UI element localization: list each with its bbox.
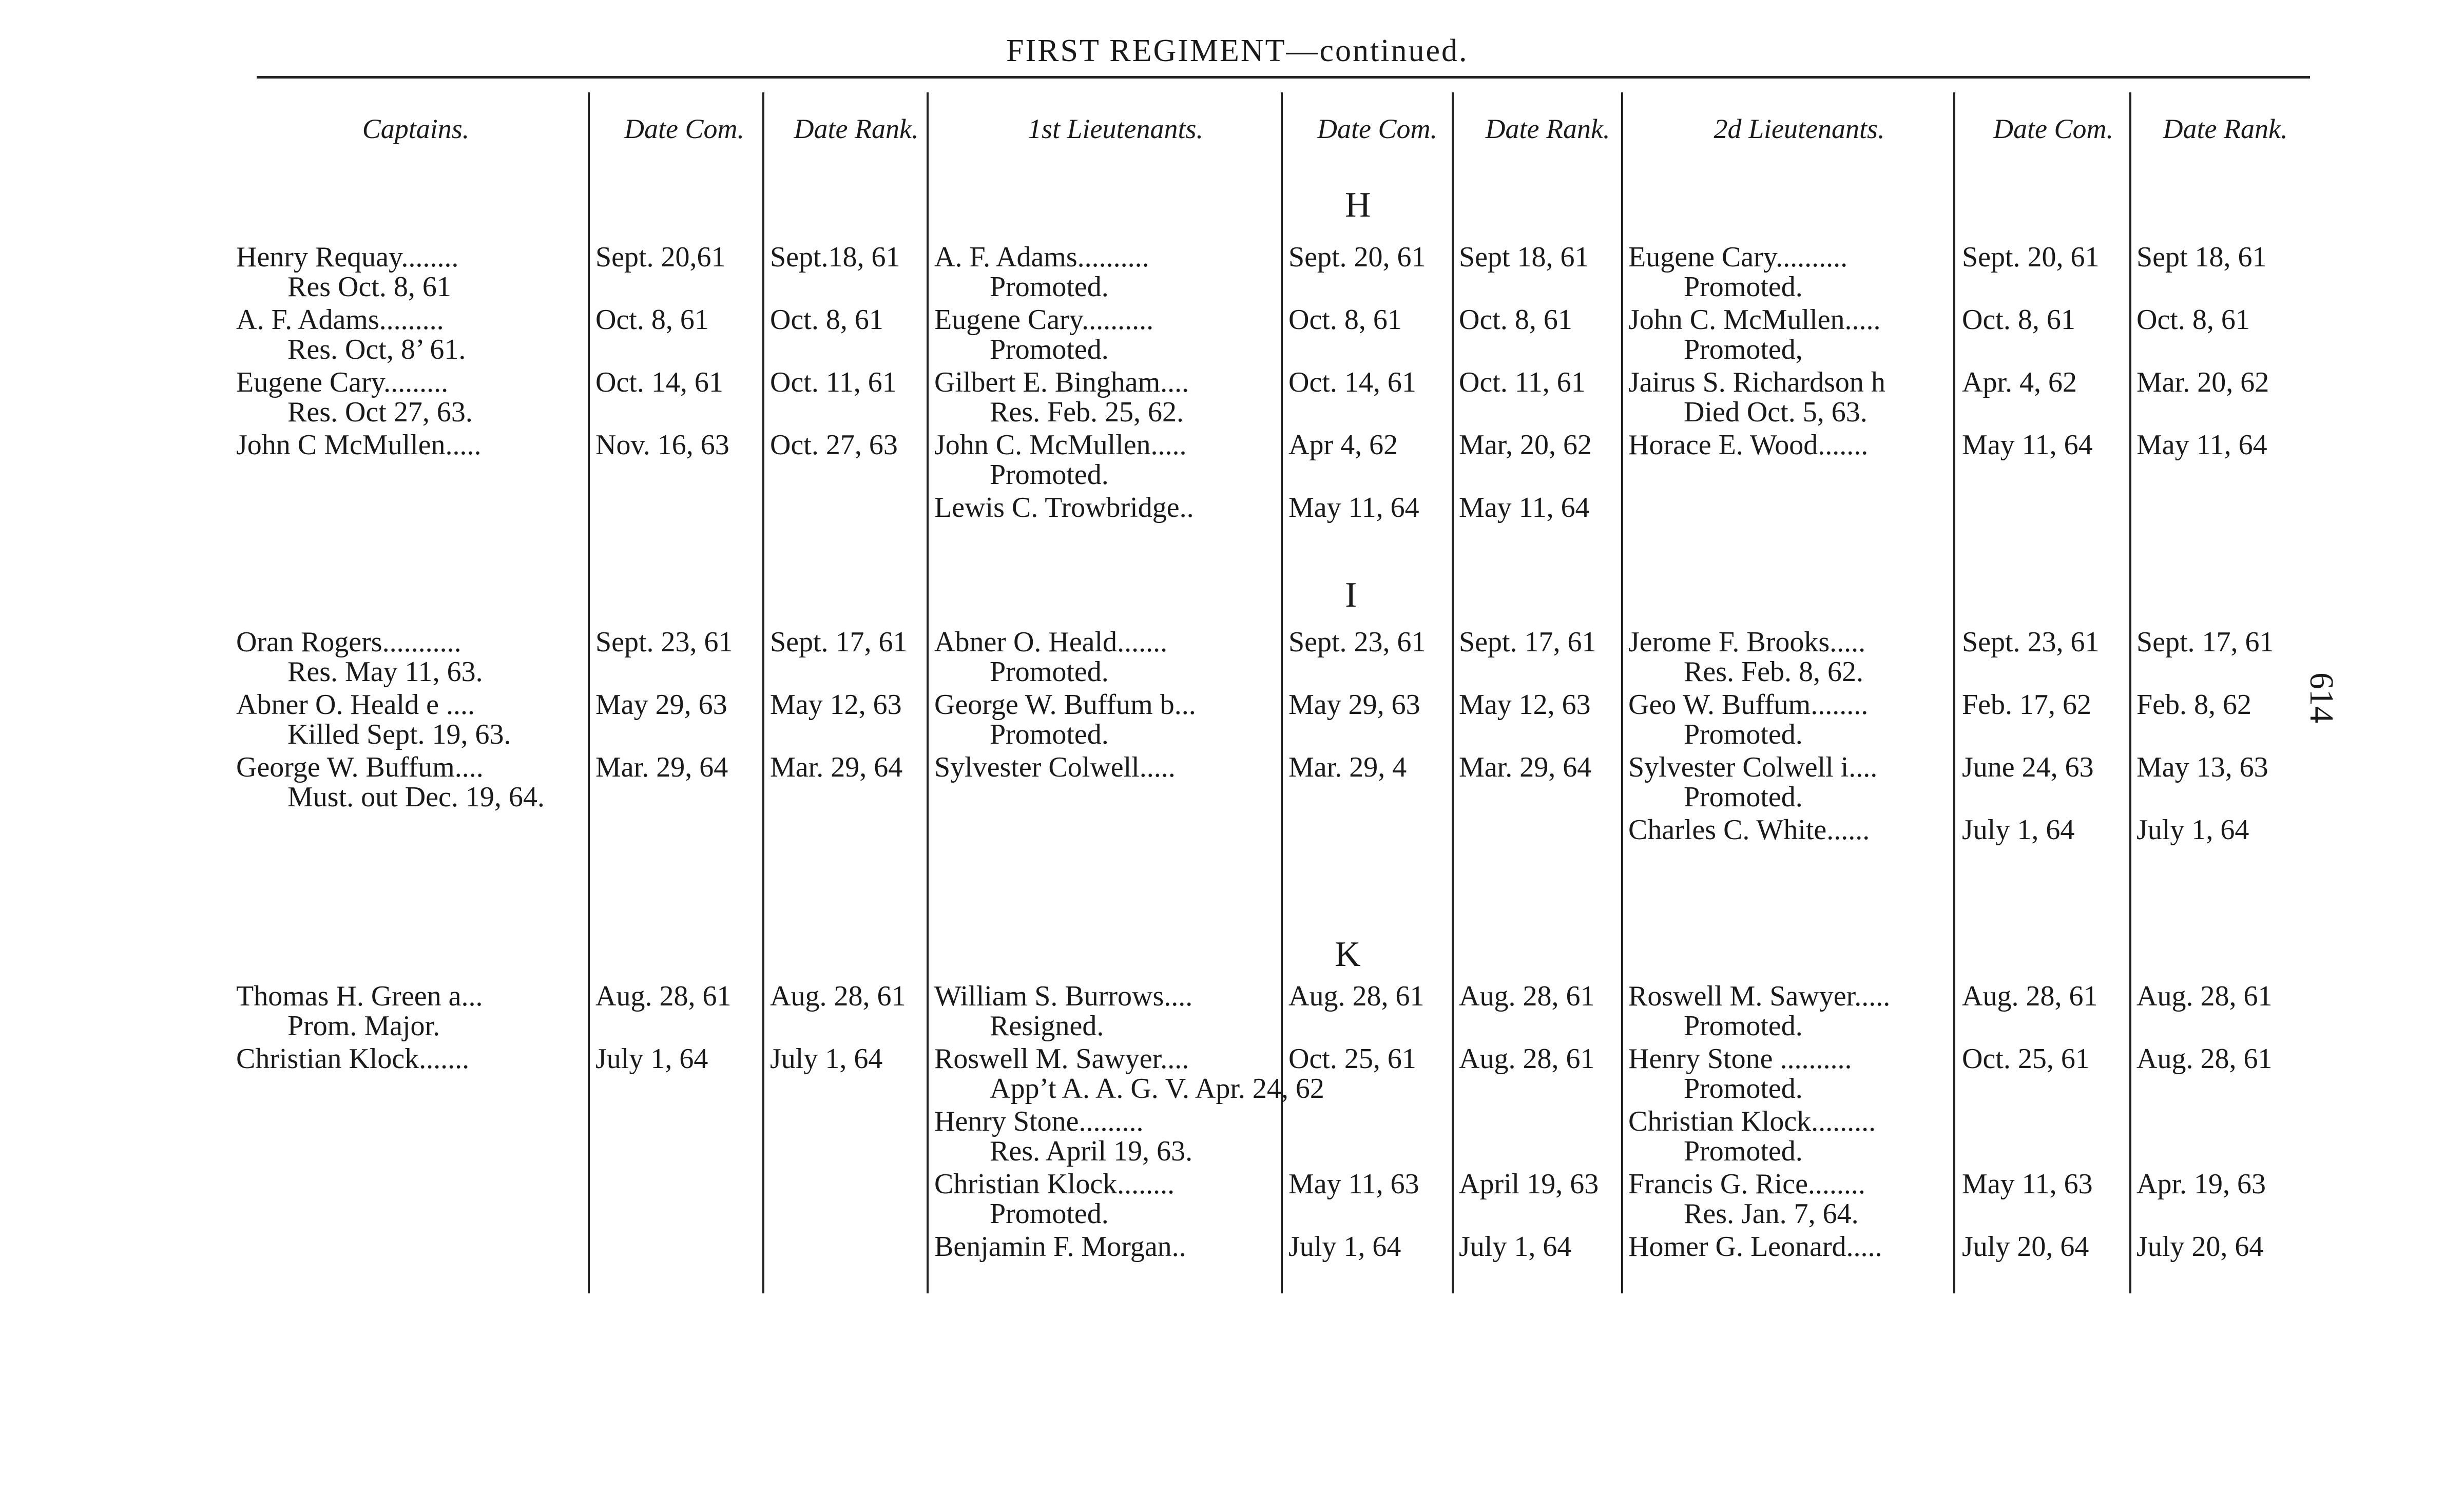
first-name: George W. Buffum b... <box>934 689 1196 721</box>
date-cell: Aug. 28, 61 <box>1288 980 1424 1012</box>
date-cell: Sept. 17, 61 <box>1459 626 1596 658</box>
date-cell: July 1, 64 <box>2136 814 2249 846</box>
second-name: John C. McMullen..... <box>1628 304 1881 336</box>
first-note: Promoted. <box>990 656 1109 688</box>
date-cell: Aug. 28, 61 <box>2136 1043 2273 1075</box>
date-cell: Nov. 16, 63 <box>595 429 729 461</box>
date-cell: Oct. 8, 61 <box>1962 304 2075 336</box>
date-cell: Sept. 20, 61 <box>1288 241 1426 273</box>
column-header: Date Com. <box>1317 113 1437 144</box>
date-cell: July 20, 64 <box>1962 1231 2089 1263</box>
captains-name: Christian Klock....... <box>236 1043 470 1075</box>
date-cell: May 11, 64 <box>2136 429 2267 461</box>
date-cell: Sept. 20,61 <box>595 241 726 273</box>
first-note: Promoted. <box>990 271 1109 303</box>
first-note: Promoted. <box>990 1198 1109 1230</box>
date-cell: Oct. 25, 61 <box>1288 1043 1416 1075</box>
date-cell: Oct. 8, 61 <box>1288 304 1402 336</box>
page-number: 614 <box>2303 672 2340 723</box>
captains-name: George W. Buffum.... <box>236 751 484 783</box>
date-cell: Apr 4, 62 <box>1288 429 1398 461</box>
second-name: Roswell M. Sawyer..... <box>1628 980 1891 1012</box>
date-cell: May 11, 63 <box>1962 1168 2093 1200</box>
column-divider <box>1621 92 1623 1293</box>
date-cell: July 20, 64 <box>2136 1231 2264 1263</box>
date-cell: Sept 18, 61 <box>1459 241 1589 273</box>
second-name: Homer G. Leonard..... <box>1628 1231 1882 1263</box>
captains-note: Prom. Major. <box>287 1010 440 1042</box>
second-note: Res. Jan. 7, 64. <box>1684 1198 1859 1230</box>
second-note: Promoted. <box>1684 1073 1803 1105</box>
date-cell: Oct. 14, 61 <box>595 366 723 398</box>
column-divider <box>927 92 929 1293</box>
first-note: Res. April 19, 63. <box>990 1135 1193 1167</box>
captains-note: Res. May 11, 63. <box>287 656 483 688</box>
first-name: Henry Stone......... <box>934 1106 1144 1137</box>
column-header: Captains. <box>362 113 470 144</box>
date-cell: May 11, 64 <box>1962 429 2093 461</box>
date-cell: Apr. 4, 62 <box>1962 366 2077 398</box>
column-divider <box>1953 92 1955 1293</box>
column-divider <box>1452 92 1454 1293</box>
second-name: Jerome F. Brooks..... <box>1628 626 1866 658</box>
date-cell: July 1, 64 <box>595 1043 708 1075</box>
date-cell: July 1, 64 <box>770 1043 883 1075</box>
captains-note: Res Oct. 8, 61 <box>287 271 451 303</box>
first-name: Abner O. Heald....... <box>934 626 1168 658</box>
column-header: Date Rank. <box>2163 113 2288 144</box>
first-name: Eugene Cary.......... <box>934 304 1154 336</box>
column-header: Date Rank. <box>794 113 919 144</box>
captains-note: Must. out Dec. 19, 64. <box>287 781 545 813</box>
first-name: William S. Burrows.... <box>934 980 1193 1012</box>
second-note: Res. Feb. 8, 62. <box>1684 656 1863 688</box>
second-note: Promoted, <box>1684 334 1803 365</box>
second-name: Christian Klock......... <box>1628 1106 1876 1137</box>
captains-name: Henry Requay........ <box>236 241 459 273</box>
date-cell: Apr. 19, 63 <box>2136 1168 2266 1200</box>
captains-name: John C McMullen..... <box>236 429 482 461</box>
column-divider <box>1281 92 1283 1293</box>
date-cell: Oct. 27, 63 <box>770 429 898 461</box>
second-name: Sylvester Colwell i.... <box>1628 751 1878 783</box>
second-note: Promoted. <box>1684 1010 1803 1042</box>
date-cell: Mar. 29, 64 <box>770 751 903 783</box>
captains-name: Eugene Cary......... <box>236 366 449 398</box>
column-divider <box>762 92 764 1293</box>
first-name: Gilbert E. Bingham.... <box>934 366 1189 398</box>
column-header: Date Com. <box>1993 113 2113 144</box>
captains-name: Oran Rogers........... <box>236 626 461 658</box>
date-cell: Aug. 28, 61 <box>595 980 732 1012</box>
date-cell: Oct. 14, 61 <box>1288 366 1416 398</box>
date-cell: July 1, 64 <box>1962 814 2075 846</box>
date-cell: Mar. 29, 64 <box>595 751 728 783</box>
date-cell: Aug. 28, 61 <box>1962 980 2098 1012</box>
second-name: Francis G. Rice........ <box>1628 1168 1865 1200</box>
date-cell: Sept. 17, 61 <box>2136 626 2274 658</box>
first-note: Promoted. <box>990 719 1109 750</box>
date-cell: May 12, 63 <box>1459 689 1591 721</box>
column-divider <box>588 92 590 1293</box>
header-rule <box>257 76 2310 79</box>
date-cell: May 29, 63 <box>595 689 727 721</box>
column-header: 1st Lieutenants. <box>1027 113 1203 144</box>
second-name: Henry Stone .......... <box>1628 1043 1852 1075</box>
date-cell: Oct. 11, 61 <box>770 366 897 398</box>
first-note: App’t A. A. G. V. Apr. 24, 62 <box>990 1073 1324 1105</box>
date-cell: Sept 18, 61 <box>2136 241 2267 273</box>
company-letter: K <box>1335 935 1361 974</box>
first-name: Sylvester Colwell..... <box>934 751 1176 783</box>
column-header: Date Rank. <box>1485 113 1610 144</box>
date-cell: Aug. 28, 61 <box>1459 1043 1595 1075</box>
date-cell: Feb. 17, 62 <box>1962 689 2091 721</box>
column-divider <box>2129 92 2131 1293</box>
date-cell: Aug. 28, 61 <box>2136 980 2273 1012</box>
date-cell: April 19, 63 <box>1459 1168 1599 1200</box>
date-cell: Mar, 20, 62 <box>1459 429 1592 461</box>
captains-name: Abner O. Heald e .... <box>236 689 475 721</box>
date-cell: Sept.18, 61 <box>770 241 900 273</box>
first-note: Promoted. <box>990 459 1109 491</box>
date-cell: Oct. 8, 61 <box>770 304 883 336</box>
first-name: Roswell M. Sawyer.... <box>934 1043 1189 1075</box>
date-cell: Oct. 11, 61 <box>1459 366 1586 398</box>
captains-note: Killed Sept. 19, 63. <box>287 719 511 750</box>
date-cell: Mar. 29, 64 <box>1459 751 1592 783</box>
second-name: Jairus S. Richardson h <box>1628 366 1885 398</box>
date-cell: Mar. 20, 62 <box>2136 366 2269 398</box>
date-cell: Aug. 28, 61 <box>770 980 906 1012</box>
date-cell: Sept. 20, 61 <box>1962 241 2100 273</box>
first-name: Benjamin F. Morgan.. <box>934 1231 1186 1263</box>
date-cell: May 11, 64 <box>1288 492 1419 524</box>
second-note: Promoted. <box>1684 781 1803 813</box>
company-letter: I <box>1345 575 1357 615</box>
date-cell: Mar. 29, 4 <box>1288 751 1407 783</box>
second-name: Charles C. White...... <box>1628 814 1870 846</box>
second-name: Eugene Cary.......... <box>1628 241 1848 273</box>
first-name: John C. McMullen..... <box>934 429 1187 461</box>
date-cell: Sept. 23, 61 <box>1288 626 1426 658</box>
date-cell: Oct. 8, 61 <box>595 304 709 336</box>
date-cell: Sept. 23, 61 <box>1962 626 2100 658</box>
date-cell: May 13, 63 <box>2136 751 2268 783</box>
first-note: Promoted. <box>990 334 1109 365</box>
date-cell: Sept. 17, 61 <box>770 626 908 658</box>
first-note: Resigned. <box>990 1010 1104 1042</box>
date-cell: Aug. 28, 61 <box>1459 980 1595 1012</box>
date-cell: May 12, 63 <box>770 689 902 721</box>
date-cell: July 1, 64 <box>1459 1231 1572 1263</box>
captains-name: A. F. Adams......... <box>236 304 444 336</box>
date-cell: Sept. 23, 61 <box>595 626 733 658</box>
date-cell: July 1, 64 <box>1288 1231 1401 1263</box>
date-cell: Oct. 8, 61 <box>1459 304 1572 336</box>
first-name: A. F. Adams.......... <box>934 241 1149 273</box>
date-cell: May 11, 63 <box>1288 1168 1419 1200</box>
second-note: Promoted. <box>1684 719 1803 750</box>
date-cell: Oct. 25, 61 <box>1962 1043 2090 1075</box>
second-note: Promoted. <box>1684 1135 1803 1167</box>
company-letter: H <box>1345 185 1371 225</box>
page-title: FIRST REGIMENT—continued. <box>1006 33 1469 68</box>
date-cell: May 11, 64 <box>1459 492 1590 524</box>
column-header: Date Com. <box>624 113 744 144</box>
second-note: Promoted. <box>1684 271 1803 303</box>
captains-name: Thomas H. Green a... <box>236 980 483 1012</box>
first-name: Lewis C. Trowbridge.. <box>934 492 1194 524</box>
second-name: Horace E. Wood....... <box>1628 429 1869 461</box>
date-cell: Oct. 8, 61 <box>2136 304 2250 336</box>
second-name: Geo W. Buffum........ <box>1628 689 1869 721</box>
date-cell: Feb. 8, 62 <box>2136 689 2251 721</box>
captains-note: Res. Oct, 8’ 61. <box>287 334 466 365</box>
second-note: Died Oct. 5, 63. <box>1684 396 1868 428</box>
column-header: 2d Lieutenants. <box>1714 113 1885 144</box>
first-name: Christian Klock........ <box>934 1168 1175 1200</box>
captains-note: Res. Oct 27, 63. <box>287 396 473 428</box>
first-note: Res. Feb. 25, 62. <box>990 396 1184 428</box>
date-cell: May 29, 63 <box>1288 689 1420 721</box>
date-cell: June 24, 63 <box>1962 751 2094 783</box>
